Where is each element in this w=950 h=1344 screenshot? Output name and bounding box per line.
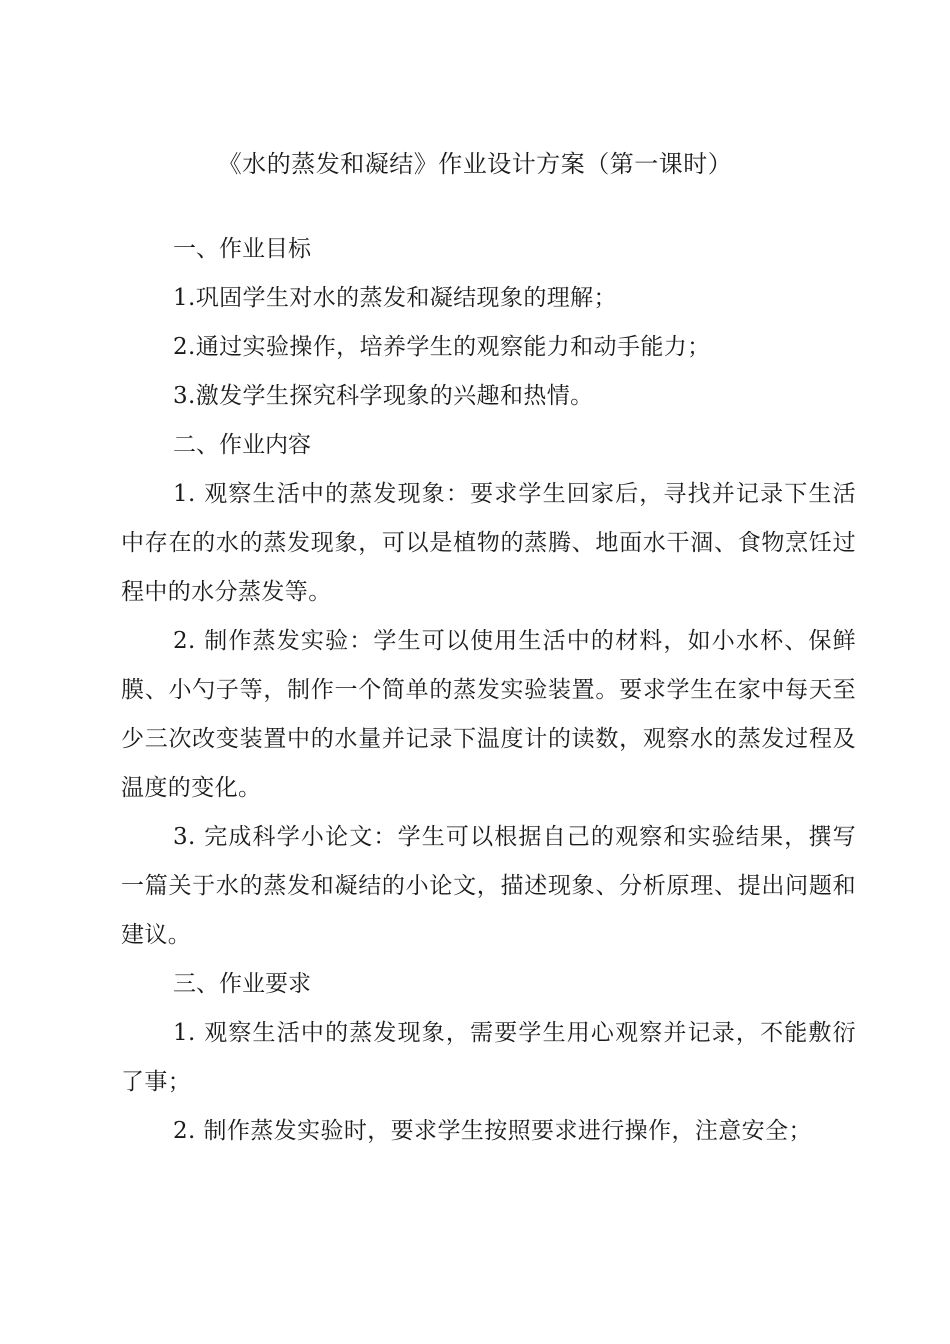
document-title: 《水的蒸发和凝结》作业设计方案（第一课时） — [217, 150, 733, 178]
section-heading-requirements: 三、作业要求 — [173, 971, 311, 997]
document-body — [121, 225, 856, 1156]
content-item: 3. 完成科学小论文：学生可以根据自己的观察和实验结果，撰写一篇关于水的蒸发和凝结的小论文，描述现象、分析原理、提出问题和建议。 — [121, 824, 856, 948]
goal-item: 1.巩固学生对水的蒸发和凝结现象的理解； — [173, 285, 617, 311]
content-item: 2. 制作蒸发实验：学生可以使用生活中的材料，如小水杯、保鲜膜、小勺子等，制作一个简单的蒸发实验装置。要求学生在家中每天至少三次改变装置中的水量并记录下温度计的读数，观察水的蒸发过程及温度的变化。 — [121, 628, 856, 801]
section-heading-content: 二、作业内容 — [173, 432, 311, 458]
section-heading-goals: 一、作业目标 — [173, 236, 311, 262]
content-item: 1. 观察生活中的蒸发现象：要求学生回家后，寻找并记录下生活中存在的水的蒸发现象，可以是植物的蒸腾、地面水干涸、食物烹饪过程中的水分蒸发等。 — [121, 481, 856, 605]
goal-item: 2.通过实验操作，培养学生的观察能力和动手能力； — [173, 334, 711, 360]
goal-item: 3.激发学生探究科学现象的兴趣和热情。 — [173, 383, 594, 409]
requirement-item: 2. 制作蒸发实验时，要求学生按照要求进行操作，注意安全； — [173, 1118, 812, 1144]
requirement-item: 1. 观察生活中的蒸发现象，需要学生用心观察并记录，不能敷衍了事； — [121, 1020, 856, 1095]
